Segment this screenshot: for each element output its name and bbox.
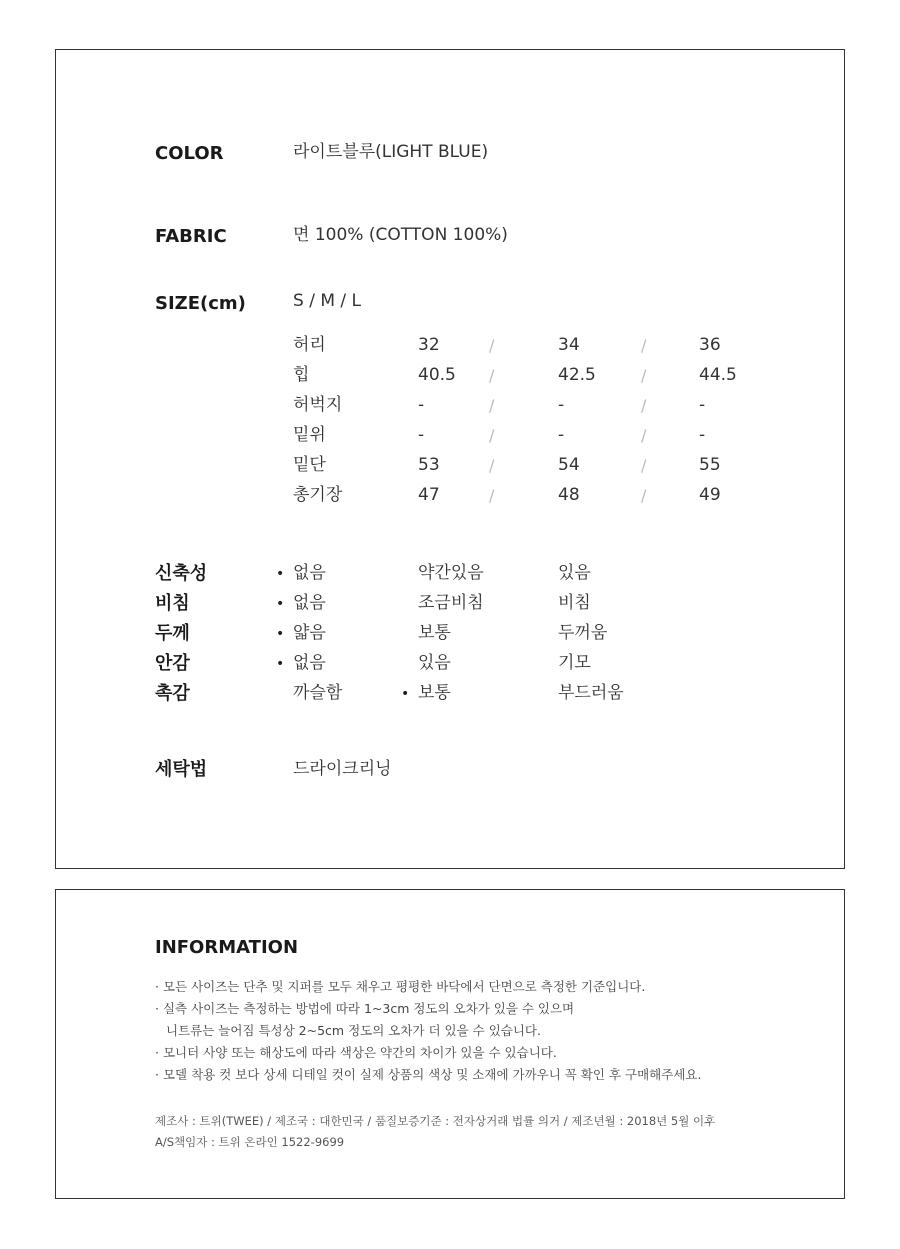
size-value: 40.5 xyxy=(418,365,456,385)
size-value: - xyxy=(418,395,425,415)
size-separator: / xyxy=(489,456,495,475)
size-row-name: 밑단 xyxy=(293,455,326,475)
size-row-name: 밑위 xyxy=(293,425,326,445)
information-title: INFORMATION xyxy=(155,937,299,958)
selected-bullet-icon: • xyxy=(401,686,410,702)
attribute-label: 안감 xyxy=(155,653,190,674)
color-value: 라이트블루(LIGHT BLUE) xyxy=(293,142,489,162)
fabric-value: 면 100% (COTTON 100%) xyxy=(293,225,508,245)
size-value: 47 xyxy=(418,485,440,505)
attribute-option: 없음 xyxy=(293,593,326,613)
size-value: 44.5 xyxy=(699,365,737,385)
selected-bullet-icon: • xyxy=(276,566,285,582)
attribute-option: 없음 xyxy=(293,563,326,583)
size-value: 36 xyxy=(699,335,721,355)
selected-bullet-icon: • xyxy=(276,596,285,612)
attribute-option: 없음 xyxy=(293,653,326,673)
information-note: · 모델 착용 컷 보다 상세 디테일 컷이 실제 상품의 색상 및 소재에 가까우니 꼭 확인 후 구매해주세요. xyxy=(155,1067,702,1082)
size-row-name: 허벅지 xyxy=(293,395,343,415)
attribute-option: 있음 xyxy=(558,563,591,583)
size-label: SIZE(cm) xyxy=(155,293,246,314)
selected-bullet-icon: • xyxy=(276,656,285,672)
attribute-option: 기모 xyxy=(558,653,591,673)
size-value: 53 xyxy=(418,455,440,475)
attribute-option: 보통 xyxy=(418,683,451,703)
fabric-label: FABRIC xyxy=(155,226,227,247)
product-spec-panel xyxy=(55,49,845,869)
information-note: · 모든 사이즈는 단추 및 지퍼를 모두 채우고 평평한 바닥에서 단면으로 측정한 기준입니다. xyxy=(155,979,646,994)
size-separator: / xyxy=(489,486,495,505)
attribute-option: 조금비침 xyxy=(418,593,484,613)
attribute-option: 비침 xyxy=(558,593,591,613)
size-separator: / xyxy=(641,456,647,475)
attribute-option: 두꺼움 xyxy=(558,623,608,643)
attribute-option: 얇음 xyxy=(293,623,326,643)
size-separator: / xyxy=(641,426,647,445)
as-contact-info: A/S책임자 : 트위 온라인 1522-9699 xyxy=(155,1135,345,1149)
selected-bullet-icon: • xyxy=(276,626,285,642)
size-separator: / xyxy=(641,336,647,355)
attribute-label: 두께 xyxy=(155,623,190,644)
attribute-option: 까슬함 xyxy=(293,683,343,703)
maker-info: 제조사 : 트위(TWEE) / 제조국 : 대한민국 / 품질보증기준 : 전자상거래 법률 의거 / 제조년월 : 2018년 5월 이후 xyxy=(155,1114,716,1128)
wash-value: 드라이크리닝 xyxy=(293,759,392,779)
attribute-option: 보통 xyxy=(418,623,451,643)
size-value: 48 xyxy=(558,485,580,505)
size-options: S / M / L xyxy=(293,291,361,311)
attribute-label: 촉감 xyxy=(155,683,190,704)
wash-label: 세탁법 xyxy=(155,759,208,780)
size-value: - xyxy=(699,395,706,415)
size-value: - xyxy=(418,425,425,445)
size-value: 54 xyxy=(558,455,580,475)
size-row-name: 허리 xyxy=(293,335,326,355)
size-separator: / xyxy=(489,366,495,385)
size-separator: / xyxy=(489,336,495,355)
size-value: 55 xyxy=(699,455,721,475)
size-separator: / xyxy=(641,486,647,505)
size-separator: / xyxy=(489,396,495,415)
size-value: - xyxy=(558,395,565,415)
attribute-option: 있음 xyxy=(418,653,451,673)
size-value: - xyxy=(699,425,706,445)
information-panel xyxy=(55,889,845,1199)
attribute-label: 신축성 xyxy=(155,563,208,584)
size-separator: / xyxy=(641,396,647,415)
information-note: · 모니터 사양 또는 해상도에 따라 색상은 약간의 차이가 있을 수 있습니다. xyxy=(155,1045,557,1060)
size-value: 34 xyxy=(558,335,580,355)
information-note: · 실측 사이즈는 측정하는 방법에 따라 1~3cm 정도의 오차가 있을 수 있으며 xyxy=(155,1001,575,1016)
attribute-option: 약간있음 xyxy=(418,563,484,583)
size-value: 42.5 xyxy=(558,365,596,385)
size-value: 49 xyxy=(699,485,721,505)
size-separator: / xyxy=(641,366,647,385)
size-row-name: 힙 xyxy=(293,365,310,385)
size-value: - xyxy=(558,425,565,445)
size-row-name: 총기장 xyxy=(293,485,343,505)
information-note: 니트류는 늘어짐 특성상 2~5cm 정도의 오차가 더 있을 수 있습니다. xyxy=(166,1023,541,1038)
color-label: COLOR xyxy=(155,143,224,164)
size-value: 32 xyxy=(418,335,440,355)
size-separator: / xyxy=(489,426,495,445)
attribute-label: 비침 xyxy=(155,593,190,614)
attribute-option: 부드러움 xyxy=(558,683,624,703)
